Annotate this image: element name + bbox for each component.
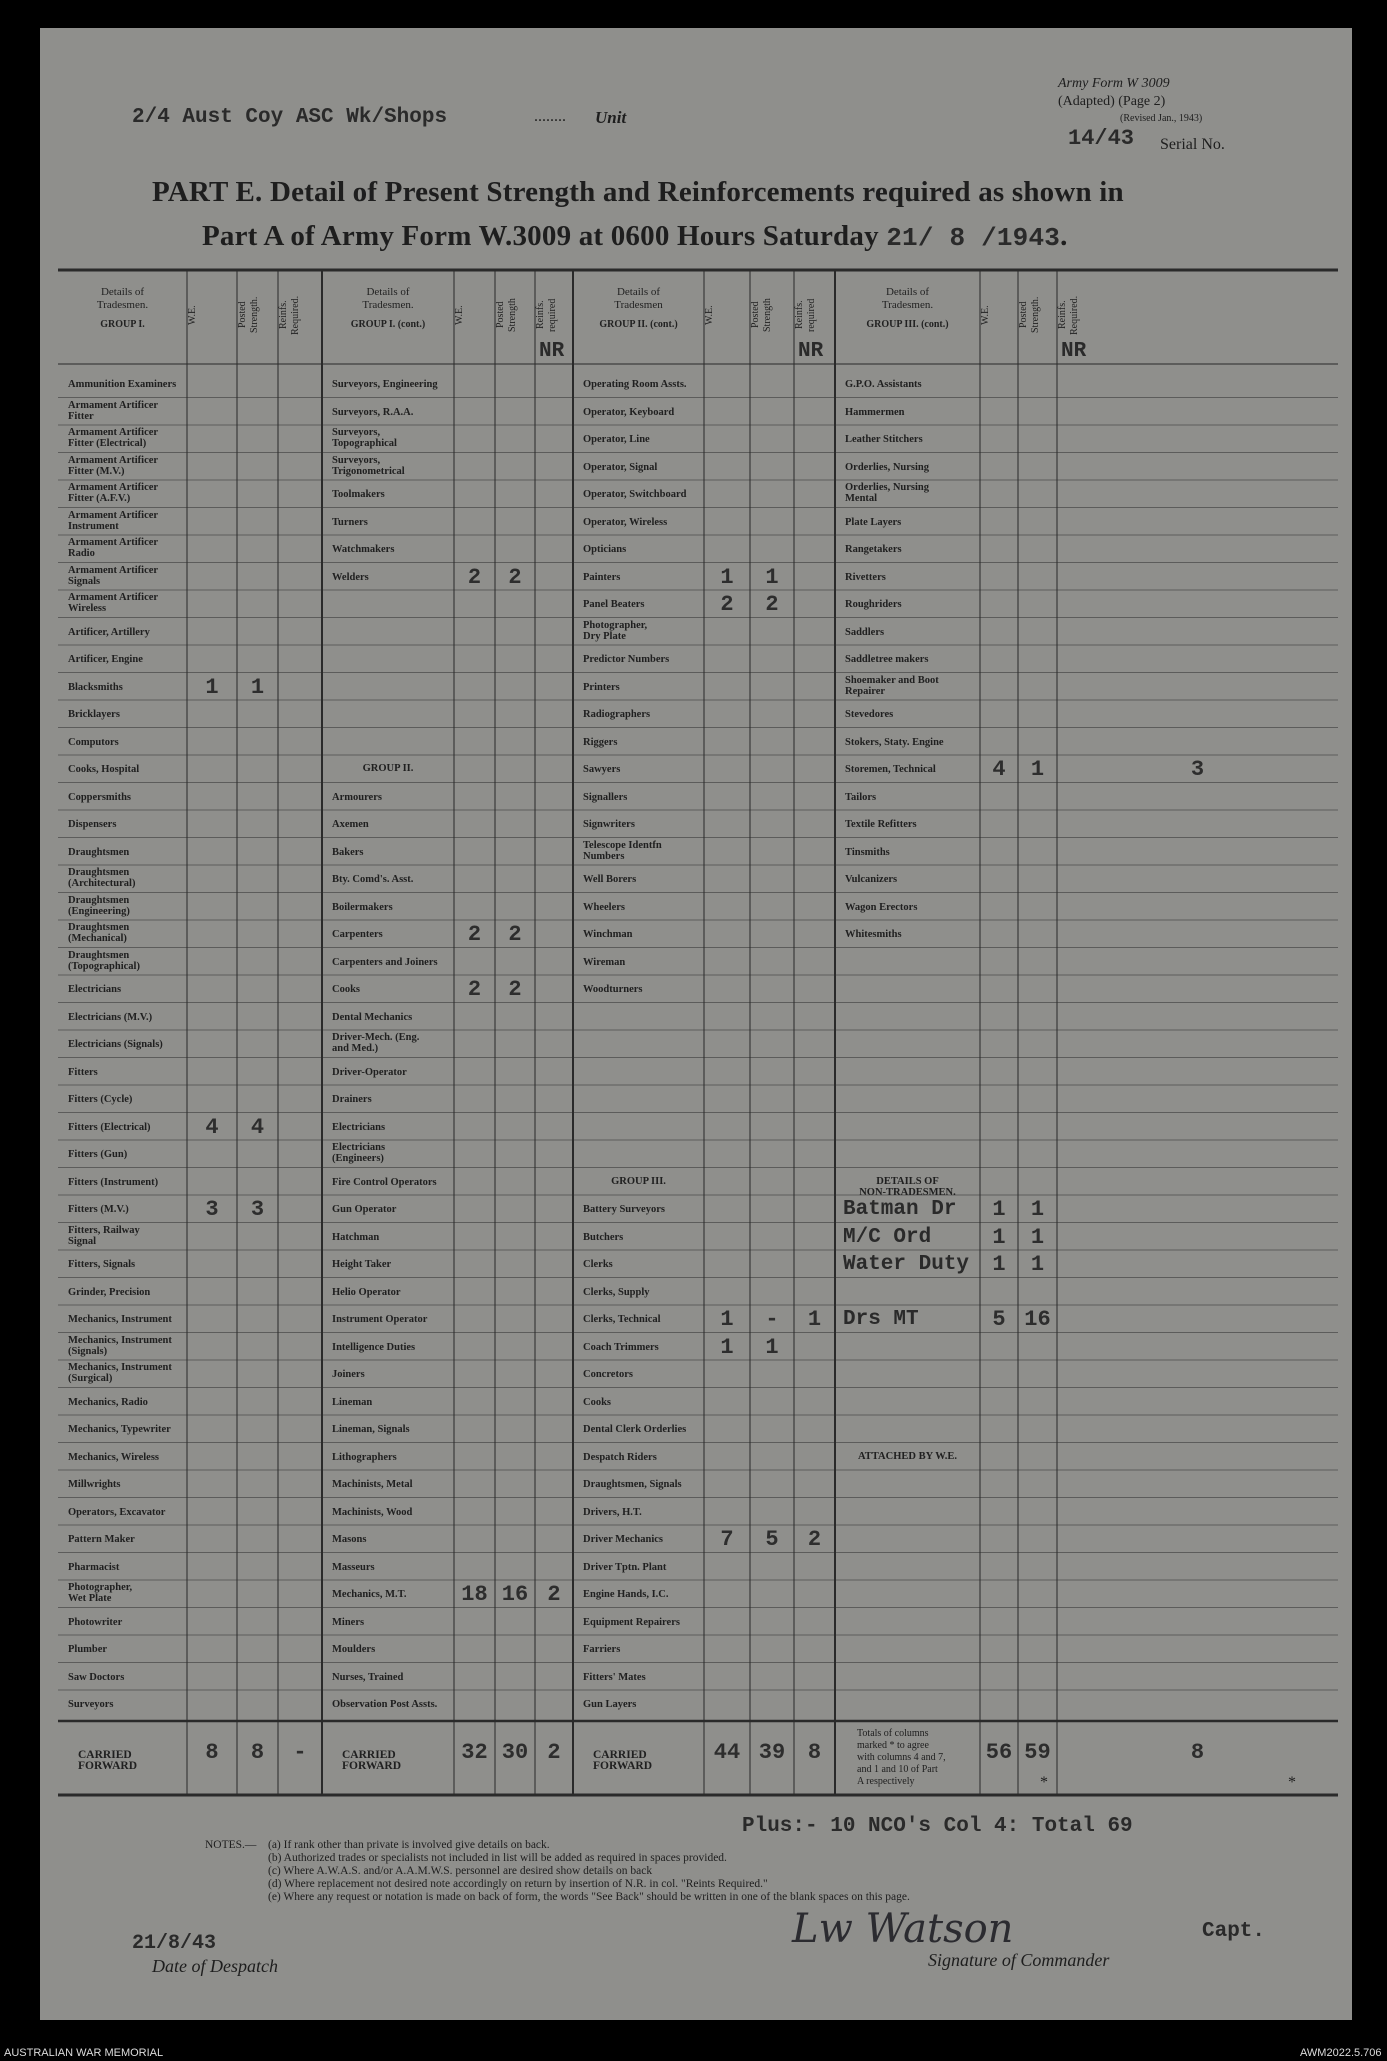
row-label: Mechanics, M.T. [332, 1589, 407, 1600]
header-group: GROUP I. [100, 319, 145, 330]
row-label: Instrument Operator [332, 1314, 428, 1325]
row-label: Armament Artificer Fitter (Electrical) [68, 427, 159, 449]
form-revised: (Revised Jan., 1943) [1120, 113, 1203, 124]
row-label: Operator, Keyboard [583, 406, 675, 418]
row-label: Rangetakers [845, 544, 902, 555]
row-label: Driver-Operator [332, 1066, 407, 1078]
header-details: Details of Tradesmen [614, 286, 663, 311]
row-label: Draughtsmen (Mechanical) [68, 922, 130, 944]
row-label: Orderlies, Nursing [845, 461, 929, 473]
unit-dots: ........ [534, 108, 566, 125]
row-label: Masons [332, 1534, 367, 1545]
row-label: Toolmakers [332, 489, 385, 500]
row-label: Woodturners [583, 984, 643, 995]
row-label: Driver-Mech. (Eng. and Med.) [332, 1032, 420, 1054]
row-label: Artificer, Engine [68, 654, 143, 665]
row-label: Fitters (Instrument) [68, 1176, 159, 1188]
form-name: Army Form W 3009 [1058, 76, 1170, 91]
row-label: Helio Operator [332, 1286, 401, 1298]
row-label: Electricians (Engineers) [332, 1142, 386, 1164]
cell-posted: 2 [508, 977, 522, 1002]
row-label: Coppersmiths [68, 791, 132, 803]
row-label: Sawyers [583, 764, 621, 775]
row-label: Cooks, Hospital [68, 764, 140, 775]
row-label: Welders [332, 571, 369, 583]
row-label: Pharmacist [68, 1561, 120, 1573]
row-label: Butchers [583, 1231, 624, 1243]
row-label: Joiners [332, 1369, 365, 1380]
totals-reinfs: 2 [547, 1740, 561, 1765]
row-label: Armament Artificer Fitter (A.F.V.) [68, 482, 159, 504]
cell-reinfs: 2 [547, 1582, 561, 1607]
row-label: Storemen, Technical [845, 764, 936, 775]
row-label: Lineman, Signals [332, 1424, 410, 1435]
cell-we: 1 [205, 674, 219, 700]
posted-star: * [1040, 1774, 1048, 1791]
row-label: Dental Mechanics [332, 1011, 413, 1023]
row-label: Pattern Maker [68, 1534, 135, 1545]
cell-reinfs: 3 [1190, 757, 1205, 782]
totals-we: 56 [985, 1740, 1013, 1765]
row-label: Signwriters [583, 819, 635, 830]
row-label: Axemen [332, 819, 369, 830]
row-label: Leather Stitchers [845, 434, 923, 445]
row-label: Shoemaker and Boot Repairer [845, 674, 939, 697]
row-label: Clerks, Supply [583, 1286, 650, 1298]
row-label: Rivetters [845, 571, 886, 583]
row-label: Height Taker [332, 1259, 392, 1270]
header-group: GROUP I. (cont.) [350, 319, 426, 330]
header-we: W.E. [187, 305, 198, 325]
header-reinfs: Reinfs. required [794, 298, 817, 332]
header-we: W.E. [704, 305, 715, 325]
cell-we: 2 [467, 564, 482, 590]
row-label: Armament Artificer Signals [68, 564, 159, 587]
row-label: Mechanics, Instrument [68, 1314, 172, 1325]
row-label: Drs MT [843, 1308, 919, 1331]
row-label: Telescope Identfn Numbers [583, 839, 662, 862]
header-nr: NR [1061, 340, 1087, 363]
row-label: Operator, Line [583, 434, 650, 445]
row-label: Armourers [332, 791, 382, 803]
row-label: Radiographers [583, 709, 651, 720]
cell-posted: 16 [501, 1582, 529, 1607]
header-nr: NR [539, 340, 565, 363]
row-label: Orderlies, Nursing Mental [845, 482, 929, 504]
cell-we: 2 [467, 977, 482, 1002]
cell-we: 7 [720, 1527, 734, 1552]
footer-left: AUSTRALIAN WAR MEMORIAL [4, 2047, 164, 2059]
cell-posted: 1 [250, 674, 265, 700]
row-label: Moulders [332, 1644, 376, 1655]
row-label: Fitters (Electrical) [68, 1121, 151, 1133]
row-label: Drainers [332, 1094, 372, 1105]
page-title-line2: Part A of Army Form W.3009 at 0600 Hours Saturday 21/ 8 /1943. [202, 220, 1068, 253]
row-label: Clerks, Technical [583, 1314, 661, 1325]
row-label: Photographer, Dry Plate [583, 619, 648, 642]
cell-we: 1 [720, 564, 734, 590]
note-a: (a) If rank other than private is involved give details on back. [268, 1839, 550, 1851]
row-label: Bakers [332, 846, 364, 858]
plus-line: Plus:- 10 NCO's Col 4: Total 69 [742, 1815, 1133, 1838]
row-label: Watchmakers [332, 544, 395, 555]
cell-posted: 2 [765, 592, 779, 617]
row-label: M/C Ord [843, 1225, 932, 1249]
note-b: (b) Authorized trades or specialists not included in list will be added as required in spaces provided. [268, 1852, 727, 1864]
row-label: Dispensers [68, 819, 117, 830]
row-label: Armament Artificer Fitter (M.V.) [68, 454, 159, 477]
row-label: Operator, Wireless [583, 516, 668, 528]
cell-posted: 1 [765, 1334, 779, 1360]
row-label: Photowriter [68, 1616, 123, 1628]
row-label: Electricians [332, 1121, 386, 1133]
row-label: Mechanics, Wireless [68, 1451, 159, 1463]
row-label: Fitters [68, 1066, 98, 1078]
header-group: GROUP II. (cont.) [599, 319, 678, 330]
row-label: Fitters' Mates [583, 1671, 646, 1683]
cell-we: 18 [461, 1582, 488, 1607]
row-label: Operators, Excavator [68, 1506, 166, 1518]
cell-posted: 3 [250, 1197, 265, 1222]
totals-label: CARRIED FORWARD [342, 1749, 402, 1772]
row-label: Gun Layers [583, 1699, 637, 1710]
row-group-heading: GROUP II. [362, 763, 414, 774]
row-label: Armament Artificer Instrument [68, 509, 159, 532]
row-label: Water Duty [843, 1253, 970, 1276]
totals-we: 8 [205, 1740, 219, 1765]
row-label: Predictor Numbers [583, 654, 670, 665]
cell-we: 1 [720, 1334, 734, 1360]
totals-we: 44 [713, 1740, 741, 1765]
row-label: Miners [332, 1616, 365, 1628]
totals-posted: 30 [501, 1740, 529, 1765]
page-title-line1: PART E. Detail of Present Strength and Reinforcements required as shown in [152, 176, 1124, 208]
row-label: Whitesmiths [845, 929, 902, 940]
row-label: Operating Room Assts. [583, 379, 687, 390]
cell-posted: 1 [1030, 1197, 1045, 1222]
row-label: Painters [583, 571, 621, 583]
unit-value: 2/4 Aust Coy ASC Wk/Shops [132, 106, 448, 129]
row-label: Lithographers [332, 1451, 397, 1463]
cell-we: 4 [205, 1114, 219, 1140]
row-label: Surveyors, Engineering [332, 379, 438, 390]
row-label: Farriers [583, 1644, 621, 1655]
totals-posted: 59 [1024, 1740, 1051, 1765]
row-label: Carpenters [332, 929, 383, 940]
totals-reinfs: 8 [807, 1740, 822, 1765]
row-label: Stevedores [845, 709, 894, 720]
row-label: Fitters (Gun) [68, 1149, 128, 1160]
cell-we: 3 [205, 1197, 219, 1222]
cell-we: 1 [720, 1307, 734, 1332]
row-label: Gun Operator [332, 1204, 397, 1215]
row-group-heading: ATTACHED BY W.E. [858, 1450, 957, 1462]
cell-reinfs: 2 [807, 1527, 822, 1552]
row-label: Bricklayers [68, 709, 120, 720]
note-d: (d) Where replacement not desired note accordingly on return by insertion of N.R. in col. "Reints Required." [268, 1878, 768, 1890]
row-label: Wagon Erectors [845, 901, 918, 913]
cell-posted: 5 [765, 1527, 779, 1552]
row-label: Intelligence Duties [332, 1341, 416, 1353]
row-label: Grinder, Precision [68, 1286, 151, 1298]
row-label: Fitters, Signals [68, 1259, 136, 1270]
row-label: G.P.O. Assistants [845, 379, 922, 390]
commander-rank: Capt. [1202, 1920, 1266, 1943]
header-nr: NR [798, 340, 824, 363]
row-label: Cooks [583, 1396, 612, 1408]
cell-we: 1 [992, 1224, 1006, 1250]
row-label: Plumber [68, 1644, 108, 1655]
row-label: Nurses, Trained [332, 1671, 404, 1683]
row-label: Tailors [845, 791, 877, 803]
header-we: W.E. [980, 305, 991, 325]
row-label: Computors [68, 736, 119, 748]
despatch-date: 21/8/43 [132, 1932, 217, 1955]
cell-we: 1 [992, 1197, 1006, 1222]
row-label: Machinists, Wood [332, 1506, 413, 1518]
row-label: Operator, Signal [583, 461, 658, 473]
row-label: Coach Trimmers [583, 1341, 659, 1353]
totals-posted: 8 [250, 1740, 265, 1765]
row-label: Armament Artificer Radio [68, 537, 159, 559]
row-label: Operator, Switchboard [583, 489, 687, 500]
row-label: Hammermen [845, 406, 905, 418]
row-label: Armament Artificer Fitter [68, 399, 159, 422]
row-label: Boilermakers [332, 901, 393, 913]
note-c: (c) Where A.W.A.S. and/or A.A.M.W.S. personnel are desired show details on back [268, 1865, 653, 1877]
unit-label: Unit [595, 108, 627, 127]
cell-posted: 16 [1024, 1307, 1051, 1332]
row-group-heading: GROUP III. [611, 1175, 666, 1187]
cell-posted: 4 [250, 1114, 265, 1140]
row-label: Fire Control Operators [332, 1176, 437, 1188]
row-label: Armament Artificer Wireless [68, 592, 159, 614]
row-label: Printers [583, 681, 620, 693]
signature-label: Signature of Commander [928, 1950, 1110, 1970]
row-label: Surveyors [68, 1699, 114, 1710]
row-label: Wheelers [583, 901, 625, 913]
row-label: Fitters (M.V.) [68, 1204, 129, 1215]
cell-posted: 1 [1030, 757, 1045, 782]
row-label: Draughtsmen (Architectural) [68, 867, 136, 889]
row-label: Artificer, Artillery [68, 626, 150, 638]
header-reinfs: Reinfs. required [535, 298, 558, 332]
header-posted: Posted Strength [495, 298, 518, 332]
serial-label: Serial No. [1160, 136, 1225, 153]
row-label: Panel Beaters [583, 599, 645, 610]
footer-right: AWM2022.5.706 [1300, 2047, 1382, 2059]
totals-posted: 39 [758, 1740, 786, 1765]
cell-posted: 1 [1030, 1252, 1045, 1277]
row-label: Millwrights [68, 1479, 121, 1490]
row-label: Bty. Comd's. Asst. [332, 874, 414, 885]
row-label: Despatch Riders [583, 1451, 657, 1463]
row-label: Draughtsmen [68, 846, 130, 858]
totals-label: CARRIED FORWARD [78, 1749, 138, 1772]
row-label: Surveyors, R.A.A. [332, 406, 414, 418]
row-label: Photographer, Wet Plate [68, 1582, 133, 1604]
cell-posted: 1 [765, 564, 779, 590]
row-label: Electricians (M.V.) [68, 1011, 153, 1023]
row-label: Driver Tptn. Plant [583, 1561, 667, 1573]
row-label: Dental Clerk Orderlies [583, 1424, 687, 1435]
cell-we: 1 [992, 1252, 1006, 1277]
header-posted: Posted Strength [750, 298, 773, 332]
header-details: Details of Tradesmen. [881, 286, 934, 311]
row-label: Well Borers [583, 874, 637, 885]
cell-posted: 2 [508, 564, 522, 590]
form-adapted: (Adapted) (Page 2) [1058, 94, 1166, 109]
row-label: Battery Surveyors [583, 1204, 665, 1215]
row-label: Mechanics, Instrument (Surgical) [68, 1362, 172, 1384]
cell-we: 2 [720, 592, 734, 617]
cell-posted: 1 [1030, 1224, 1045, 1250]
row-label: Draughtsmen, Signals [583, 1479, 682, 1490]
row-label: Batman Dr [843, 1198, 957, 1221]
row-label: Textile Refitters [845, 819, 917, 830]
row-label: Opticians [583, 544, 627, 555]
header-details: Details of Tradesmen. [362, 286, 414, 311]
row-label: Lineman [332, 1396, 373, 1408]
row-label: Ammunition Examiners [68, 379, 177, 390]
row-label: Saw Doctors [68, 1671, 125, 1683]
header-posted: Posted Strength. [1018, 296, 1041, 334]
totals-we: 32 [461, 1740, 488, 1765]
totals-reinfs: 8 [1190, 1740, 1205, 1765]
row-group-heading: DETAILS OF NON-TRADESMEN. [859, 1175, 956, 1198]
row-label: Cooks [332, 984, 361, 995]
header-we: W.E. [454, 305, 465, 325]
row-label: Draughtsmen (Topographical) [68, 949, 140, 972]
row-label: Carpenters and Joiners [332, 956, 438, 968]
cell-we: 2 [467, 922, 482, 947]
header-reinfs: Reinfs. Required. [278, 295, 301, 335]
row-label: Plate Layers [845, 516, 902, 528]
header-details: Details of Tradesmen. [96, 286, 149, 311]
totals-reinfs: - [293, 1740, 307, 1765]
row-label: Mechanics, Radio [68, 1396, 148, 1408]
row-label: Signallers [583, 791, 628, 803]
row-label: Saddlers [845, 626, 885, 638]
header-posted: Posted Strength. [237, 296, 260, 334]
row-label: Fitters (Cycle) [68, 1094, 133, 1105]
row-label: Machinists, Metal [332, 1479, 413, 1490]
row-label: Masseurs [332, 1561, 375, 1573]
cell-reinfs: 1 [807, 1307, 822, 1332]
row-label: Riggers [583, 736, 618, 748]
cell-we: 5 [992, 1307, 1006, 1332]
row-label: Turners [332, 516, 368, 528]
row-label: Blacksmiths [68, 681, 123, 693]
row-label: Mechanics, Instrument (Signals) [68, 1334, 172, 1357]
row-label: Electricians [68, 984, 122, 995]
despatch-label: Date of Despatch [152, 1956, 278, 1976]
cell-posted: - [765, 1307, 779, 1332]
cell-we: 4 [992, 757, 1006, 782]
row-label: Roughriders [845, 599, 902, 610]
row-label: Saddletree makers [845, 654, 929, 665]
totals-label: CARRIED FORWARD [593, 1749, 653, 1772]
cell-posted: 2 [508, 922, 522, 947]
row-label: Wireman [583, 956, 626, 968]
row-label: Clerks [583, 1259, 613, 1270]
reinfs-star: * [1288, 1774, 1296, 1791]
row-label: Equipment Repairers [583, 1616, 680, 1628]
row-label: Concretors [583, 1369, 633, 1380]
row-label: Drivers, H.T. [583, 1506, 642, 1518]
row-label: Vulcanizers [845, 874, 898, 885]
row-label: Electricians (Signals) [68, 1039, 163, 1050]
totals-label: Totals of columns marked * to agree with columns 4 and 7, and 1 and 10 of Part A respectively [857, 1728, 946, 1787]
row-label: Driver Mechanics [583, 1534, 663, 1545]
form-sheet [40, 28, 1352, 2020]
row-label: Engine Hands, I.C. [583, 1589, 669, 1600]
row-label: Mechanics, Typewriter [68, 1424, 171, 1435]
title-date: 21/ 8 /1943 [886, 223, 1061, 253]
row-label: Observation Post Assts. [332, 1699, 438, 1710]
serial-value: 14/43 [1068, 126, 1135, 151]
note-e: (e) Where any request or notation is made on back of form, the words "See Back" should be written in one of the blank spaces on this page. [268, 1891, 910, 1903]
row-label: Winchman [583, 929, 633, 940]
header-reinfs: Reinfs. Required. [1057, 295, 1080, 335]
row-label: Fitters, Railway Signal [68, 1224, 140, 1247]
row-label: Stokers, Staty. Engine [845, 736, 944, 748]
notes-label: NOTES.— [205, 1839, 257, 1851]
commander-signature: Lw Watson [792, 1906, 1014, 1952]
row-label: Draughtsmen (Engineering) [68, 894, 130, 917]
row-label: Hatchman [332, 1231, 380, 1243]
row-label: Surveyors, Trigonometrical [332, 454, 405, 477]
header-group: GROUP III. (cont.) [866, 319, 949, 330]
row-label: Tinsmiths [845, 846, 890, 858]
row-label: Surveyors, Topographical [332, 427, 397, 449]
